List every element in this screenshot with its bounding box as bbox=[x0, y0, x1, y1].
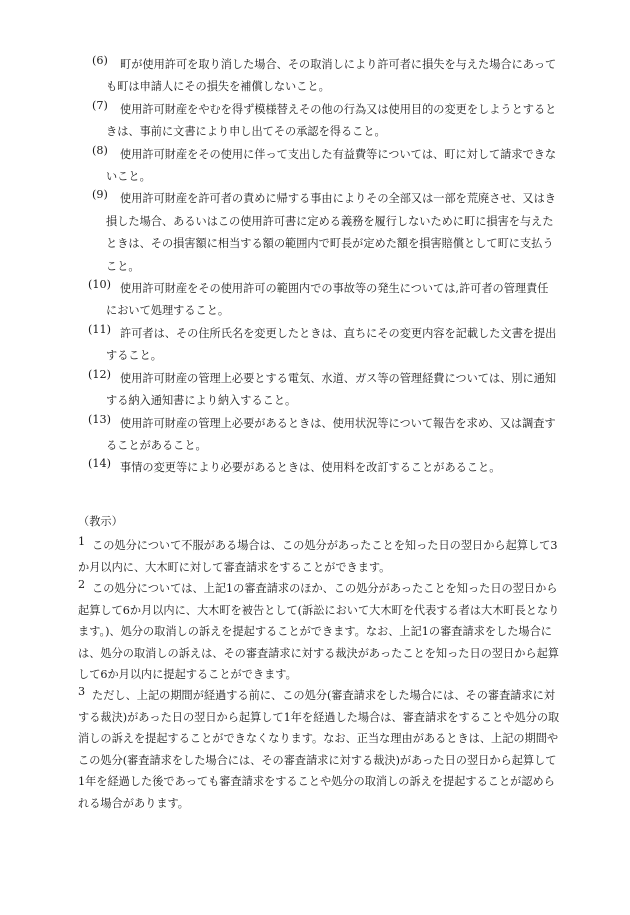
condition-number: (10) bbox=[88, 278, 111, 292]
condition-item bbox=[0, 54, 630, 99]
condition-number: (11) bbox=[88, 322, 111, 336]
condition-text: 使用許可財産の管理上必要があるときは、使用状況等について報告を求め、又は調査することがあること。 bbox=[106, 416, 556, 452]
notice-number: 2 bbox=[78, 578, 86, 591]
condition-item bbox=[0, 323, 630, 368]
notice-item bbox=[0, 685, 630, 814]
condition-item bbox=[0, 278, 630, 323]
condition-number: (12) bbox=[88, 367, 111, 381]
condition-number: (13) bbox=[88, 412, 111, 426]
condition-text: 町が使用許可を取り消した場合、その取消しにより許可者に損失を与えた場合にあっても町は申請人にその損失を補償しないこと。 bbox=[106, 58, 557, 94]
notice-text: ただし、上記の期間が経過する前に、この処分(審査請求をした場合には、その審査請求に対する裁決)があった日の翌日から起算して1年を経過した場合は、審査請求をすることや処分の取消しの訴えを提起することができなくなります。なお、正当な理由があるときは、上記の期間やこの処分(審査請求をした場合には、その審査請求に対する裁決)があった日の翌日から起算して1年を経過した後であっても審査請求をすることや処分の取消しの訴えを提起することが認められる場合があります。 bbox=[78, 689, 560, 810]
permit-conditions-list bbox=[0, 54, 630, 480]
notice-number: 1 bbox=[78, 535, 86, 548]
condition-item bbox=[0, 457, 630, 479]
condition-item bbox=[0, 188, 630, 278]
condition-text: 使用許可財産を許可者の責めに帰する事由によりその全部又は一部を荒廃させ、又はき損した場合、あるいはこの使用許可書に定める義務を履行しないために町に損害を与えたときは、その損害額に相当する額の範囲内で町長が定めた額を損害賠償として町に支払うこと。 bbox=[106, 192, 556, 273]
notice-item bbox=[0, 578, 630, 686]
notice-text: この処分については、上記1の審査請求のほか、この処分があったことを知った日の翌日から起算して6か月以内に、大木町を被告として(訴訟において大木町を代表する者は大木町長となります。)、処分の取消しの訴えを提起することができます。なお、上記1の審査請求をした場合には、処分の取消しの訴えは、その審査請求に対する裁決があったことを知った日の翌日から起算して6か月以内に提起することができます。 bbox=[78, 582, 560, 681]
condition-item bbox=[0, 368, 630, 413]
condition-number: (9) bbox=[92, 188, 108, 202]
condition-number: (6) bbox=[92, 54, 108, 67]
condition-number: (8) bbox=[92, 143, 108, 157]
condition-text: 使用許可財産をやむを得ず模様替えその他の行為又は使用目的の変更をしようとするときは、事前に文書により申し出てその承認を得ること。 bbox=[106, 102, 557, 139]
condition-item bbox=[0, 413, 630, 458]
notice-heading: （教示） bbox=[78, 515, 123, 528]
condition-text: 使用許可財産をその使用許可の範囲内での事故等の発生については,許可者の管理責任において処理すること。 bbox=[106, 282, 549, 318]
notice-item bbox=[0, 535, 630, 578]
notice-text: この処分について不服がある場合は、この処分があったことを知った日の翌日から起算して3か月以内に、大木町に対して審査請求をすることができます。 bbox=[78, 539, 558, 574]
condition-text: 許可者は、その住所氏名を変更したときは、直ちにその変更内容を記載した文書を提出すること。 bbox=[106, 326, 557, 363]
condition-item bbox=[0, 99, 630, 144]
condition-text: 使用許可財産をその使用に伴って支出した有益費等については、町に対して請求できないこと。 bbox=[106, 147, 557, 184]
condition-number: (14) bbox=[88, 457, 111, 471]
condition-text: 使用許可財産の管理上必要とする電気、水道、ガス等の管理経費については、別に通知する納入通知書により納入すること。 bbox=[106, 371, 557, 408]
condition-text: 事情の変更等により必要があるときは、使用料を改訂することがあること。 bbox=[120, 461, 501, 475]
notice-number: 3 bbox=[78, 685, 86, 698]
condition-item bbox=[0, 144, 630, 189]
condition-number: (7) bbox=[92, 98, 108, 112]
